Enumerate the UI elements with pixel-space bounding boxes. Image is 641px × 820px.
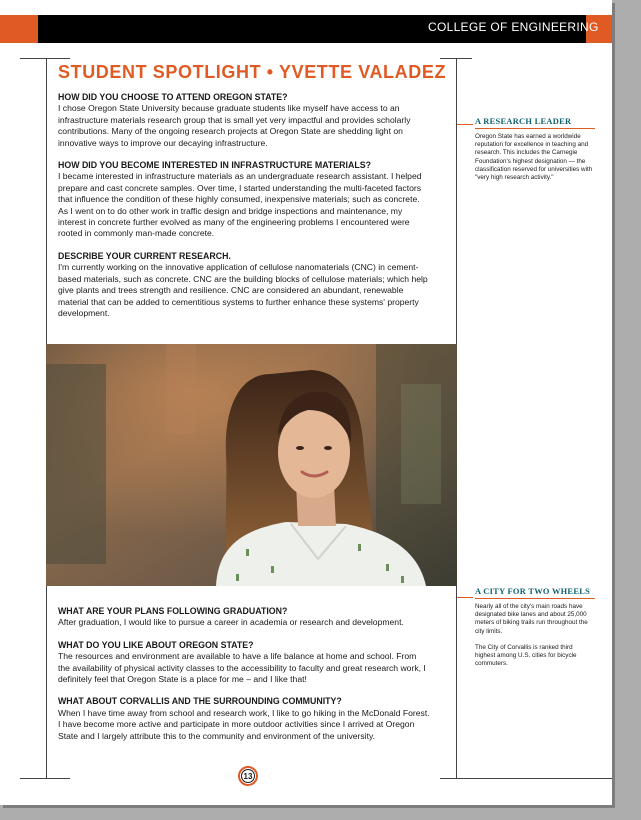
portrait-photo [46,344,457,586]
article-title: STUDENT SPOTLIGHT • YVETTE VALADEZ [58,62,447,82]
bottom-left-rule [20,778,70,779]
question-heading: WHAT ARE YOUR PLANS FOLLOWING GRADUATION? [58,606,288,616]
sidebar-paragraph: Nearly all of the city's main roads have designated bike lanes and about 25,000 meters of biking trails run throughout the city limits. [475,603,588,635]
answer-text: When I have time away from school and research work, I like to go hiking in the McDonald Forest. I have become more active and participate in more outdoor activities since I arrived at Oregon State and I largely attribute this to the community and environment of the university. [58,707,430,741]
sidebar-text [475,603,593,668]
sidebar-paragraph: Oregon State has earned a worldwide reputation for excellence in teaching and research. This includes the Carnegie Foundation's highest designation — the classification reserved for universities with "very high research activity." [475,133,593,182]
page-number: 13 [241,769,255,783]
top-right-rule [440,58,472,59]
question-heading: WHAT ABOUT CORVALLIS AND THE SURROUNDING COMMUNITY? [58,696,342,707]
question-heading: WHAT DO YOU LIKE ABOUT OREGON STATE? [58,639,254,650]
sidebar2-connector [457,597,473,598]
sidebar-heading: A RESEARCH LEADER [475,117,595,129]
answer-text: After graduation, I would like to pursue a career in academia or research and development. [58,617,404,628]
bottom-right-rule [440,778,612,779]
sidebar-text [475,133,593,182]
answer-text: The resources and environment are available to have a life balance at home and school. From the availability of physical activity classes to the accessibility to faculty and great research work, I definitely feel that Oregon State is a place for me – and I like that! [58,651,426,685]
question-heading: HOW DID YOU CHOOSE TO ATTEND OREGON STATE? [58,92,288,102]
question-heading: HOW DID YOU BECOME INTERESTED IN INFRASTRUCTURE MATERIALS? [58,160,371,171]
section-title: COLLEGE OF ENGINEERING [428,20,599,34]
sidebar1-connector [457,124,473,125]
answer-text: I'm currently working on the innovative application of cellulose nanomaterials (CNC) in cement-based materials, such as concrete. CNC are the building blocks of cellulose materials; which help give plants and trees strength and resilience. CNC are considered an abundant, renewable material that can be added to cementitious systems to further enhance these systems' property development. [58,262,428,318]
answer-text: I chose Oregon State University because graduate students like myself have access to an infrastructure materials research group that is small yet very impactful and provides scholarly contributions. Many of the ongoing research projects at Oregon State are shedding light on innovative ways to improve our decaying infrastructure. [58,103,411,148]
qa-section-bottom [58,606,430,753]
sidebar-paragraph: The City of Corvallis is ranked third highest among U.S. cities for bicycle commuters. [475,643,577,668]
top-left-rule [20,58,70,59]
page-number-badge [238,766,258,786]
sidebar-research-leader [475,117,593,190]
answer-text: I became interested in infrastructure materials as an undergraduate research assistant. I helped prepare and cast concrete samples. Over time, I started understanding the multi-faceted factors that influence the condition of these highly consumed, inexpensive materials; such as concrete. As I went on to do other work in traffic design and bridge inspections and maintenance, my interest in concrete further evolved as many of the engineering problems I encountered were rooted in commonly man-made concrete. [58,171,422,239]
header-accent-left [0,15,38,43]
sidebar-heading: A CITY FOR TWO WHEELS [475,587,595,599]
qa-section-top [58,92,430,330]
portrait-illustration [46,344,457,586]
sidebar-city-two-wheels [475,587,593,676]
question-heading: DESCRIBE YOUR CURRENT RESEARCH. [58,250,231,261]
